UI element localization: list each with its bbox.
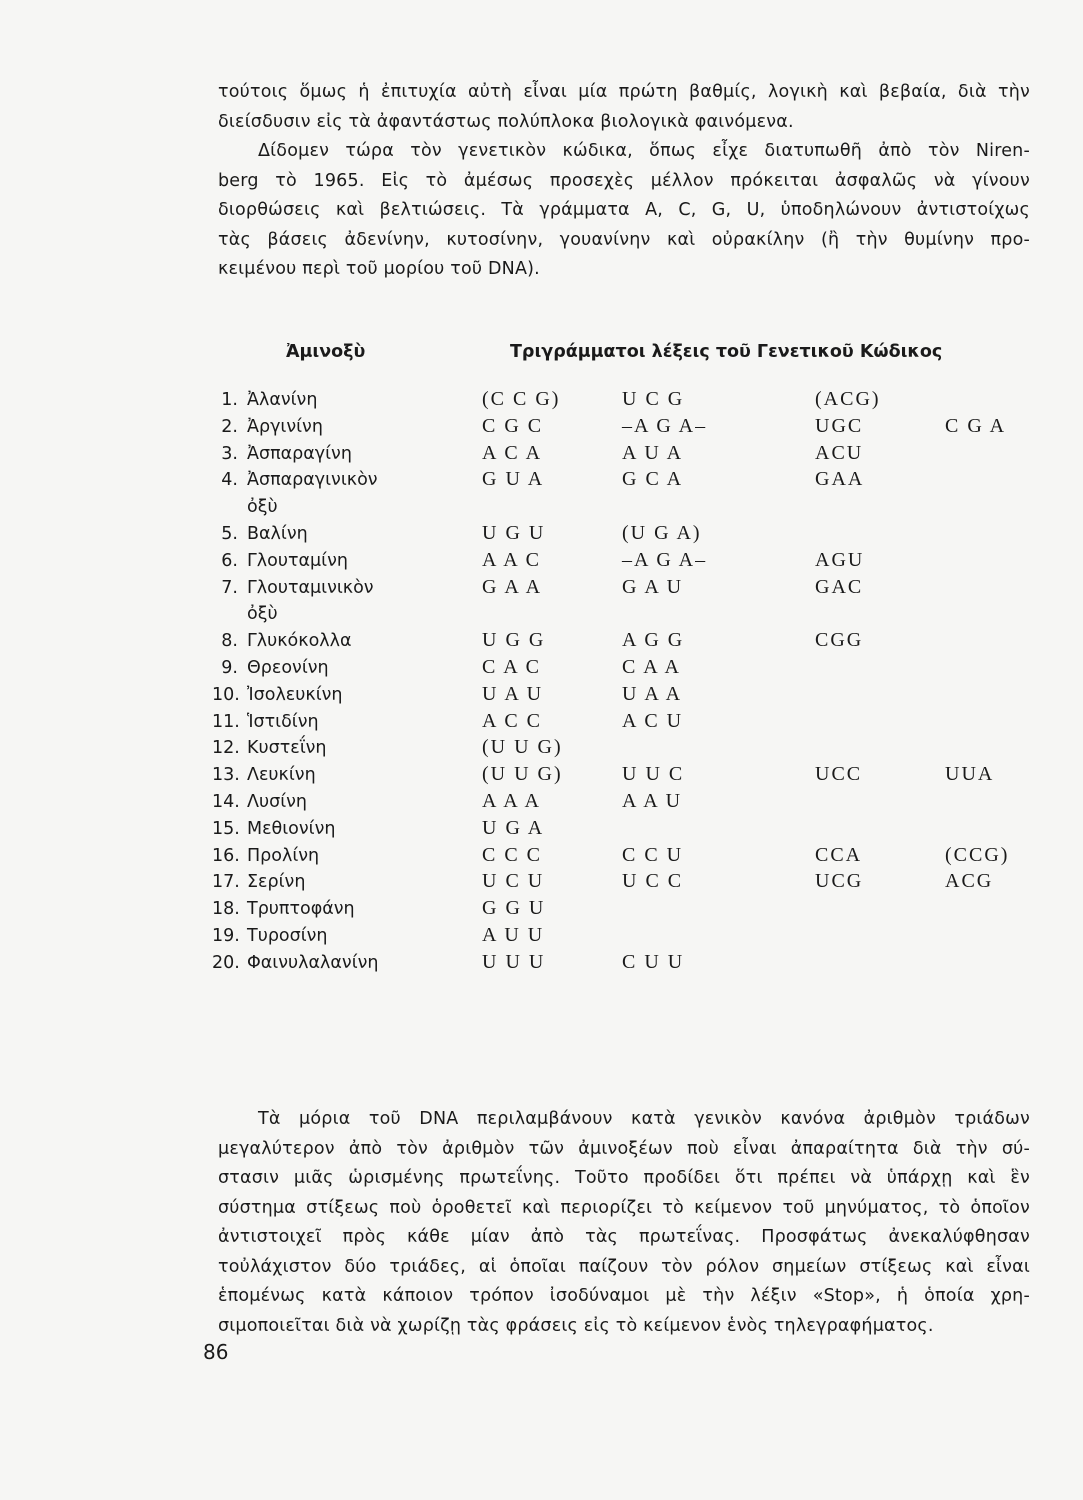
row-number: 16. [212, 845, 240, 866]
codon-1: A A C [482, 548, 541, 571]
text-line: Δίδομεν τώρα τὸν γενετικὸν κώδικα, ὅπως εἶχε διατυπωθῆ ἀπὸ τὸν Niren- [258, 141, 1030, 161]
text-line: τοὐλάχιστον δύο τριάδες, αἱ ὁποῖαι παίζουν τὸν ρόλον σημείων στίξεως καὶ εἶναι [218, 1256, 1030, 1277]
text-line: μεγαλύτερον ἀπὸ τὸν ἀριθμὸν τῶν ἀμινοξέων ποὺ εἶναι ἀπαραίτητα διὰ τὴν σύ- [218, 1138, 1030, 1159]
codon-1: (C C G) [482, 388, 561, 410]
row-number: 1. [221, 390, 238, 410]
codon-1: U U U [482, 950, 546, 973]
codon-1: U A U [482, 682, 544, 705]
text-line: διορθώσεις καὶ βελτιώσεις. Τὰ γράμματα A, C, G, U, ὑποδηλώνουν ἀντιστοίχως [218, 200, 1030, 220]
codon-2: G A U [622, 575, 684, 598]
row-number: 8. [221, 631, 238, 652]
codon-2: A A U [622, 790, 683, 812]
codon-3: ACU [815, 441, 864, 464]
codon-3: CGG [815, 629, 864, 652]
amino-acid-name: Ἀσπαραγινικὸν [247, 470, 378, 491]
text-line: κειμένου περὶ τοῦ μορίου τοῦ DNA). [218, 259, 540, 279]
codon-1: G G U [482, 897, 546, 920]
amino-acid-name: Ἀργινίνη [247, 416, 323, 437]
codon-1: A C C [482, 709, 543, 732]
codon-4: UUA [945, 763, 995, 786]
row-number: 15. [212, 818, 240, 839]
amino-acid-name: Λευκίνη [247, 765, 316, 786]
codon-2: U U C [622, 763, 685, 786]
amino-acid-name: ὀξὺ [247, 497, 278, 518]
codon-1: A U U [482, 924, 545, 946]
codon-3: CCA [815, 843, 863, 866]
text-line: τὰς βάσεις ἀδενίνην, κυτοσίνην, γουανίνην καὶ οὐρακίλην (ἢ τὴν θυμίνην προ- [218, 229, 1030, 250]
row-number: 7. [221, 577, 238, 598]
table-row [0, 470, 1083, 500]
text-line: τούτοις ὅμως ἡ ἐπιτυχία αὐτὴ εἶναι μία πρώτη βαθμίς, λογικὴ καὶ βεβαία, διὰ τὴν [218, 82, 1030, 102]
table-row [0, 765, 1083, 795]
amino-acid-name: Ἰσολευκίνη [247, 684, 343, 705]
codon-1: C G C [482, 414, 544, 437]
amino-acid-name: Θρεονίνη [247, 658, 329, 678]
codon-3: UCC [815, 763, 863, 786]
row-number: 12. [212, 738, 240, 759]
row-number: 5. [221, 524, 238, 544]
codon-3: GAC [815, 575, 864, 598]
amino-acid-name: Ἀλανίνη [247, 390, 318, 410]
text-line: σιμοποιεῖται διὰ νὰ χωρίζῃ τὰς φράσεις εἰς τὸ κείμενον ἑνὸς τηλεγραφήματος. [218, 1315, 934, 1336]
amino-acid-name: Ἱστιδίνη [247, 711, 319, 732]
closing-paragraph [218, 1105, 1030, 1341]
codon-2: –A G A– [622, 548, 708, 571]
amino-acid-name: Γλυκόκολλα [247, 631, 352, 652]
text-line: διείσδυσιν εἰς τὰ ἀφαντάστως πολύπλοκα βιολογικὰ φαινόμενα. [218, 111, 794, 132]
amino-acid-name: Προλίνη [247, 845, 320, 866]
codon-4: C G A [945, 414, 1007, 437]
row-number: 10. [212, 684, 240, 705]
row-number: 20. [212, 952, 240, 973]
codon-2: –A G A– [622, 414, 708, 437]
codon-1: G U A [482, 468, 545, 491]
amino-acid-name: Γλουταμίνη [247, 550, 348, 571]
codon-2: C A A [622, 656, 681, 678]
codon-1: G A A [482, 575, 543, 598]
codon-3: GAA [815, 468, 865, 491]
text-line: berg τὸ 1965. Εἰς τὸ ἀμέσως προσεχὲς μέλλον πρόκειται ἀσφαλῶς νὰ γίνουν [218, 170, 1030, 191]
codon-2: A U A [622, 441, 684, 464]
amino-acid-name: Σερίνη [247, 872, 306, 893]
codon-2: U C G [622, 388, 685, 410]
codon-1: A C A [482, 441, 543, 464]
row-number: 3. [221, 443, 238, 464]
amino-acid-name: Ἀσπαραγίνη [247, 443, 352, 464]
codon-1: A A A [482, 790, 541, 812]
row-number: 2. [221, 416, 238, 437]
codon-1: C A C [482, 656, 541, 678]
codon-1: U G U [482, 522, 546, 544]
row-number: 4. [221, 470, 238, 491]
table-row [0, 575, 1083, 608]
codon-1: U G A [482, 816, 545, 839]
codon-3: UCG [815, 870, 864, 893]
codon-2: G C A [622, 468, 684, 491]
text-line: σύστημα στίξεως ποὺ ὁροθετεῖ καὶ περιορίζει τὸ κείμενον τοῦ μηνύματος, τὸ ὁποῖον [218, 1197, 1030, 1218]
codon-1: U C U [482, 870, 545, 893]
codon-3: AGU [815, 548, 865, 571]
row-number: 14. [212, 792, 240, 812]
codon-1: (U U G) [482, 763, 563, 786]
row-number: 18. [212, 899, 240, 920]
codon-3: UGC [815, 414, 864, 437]
amino-acid-name: Βαλίνη [247, 524, 308, 544]
codon-3: (ACG) [815, 388, 881, 410]
amino-acid-name: Γλουταμινικὸν [247, 577, 374, 598]
codon-4: (CCG) [945, 843, 1010, 866]
codon-2: C C U [622, 843, 684, 866]
text-line: Τὰ μόρια τοῦ DNA περιλαμβάνουν κατὰ γενικὸν κανόνα ἀριθμὸν τριάδων [258, 1109, 1030, 1129]
amino-acid-name: Κυστεΐνη [247, 738, 327, 759]
intro-paragraph [218, 78, 1030, 285]
table-header-amino-acid: Ἀμινοξὺ [286, 342, 366, 362]
row-number: 13. [212, 765, 240, 786]
table-row [0, 524, 1083, 554]
amino-acid-name: Τρυπτοφάνη [247, 899, 355, 920]
text-line: στασιν μιᾶς ὡρισμένης πρωτεΐνης. Τοῦτο προδίδει ὅτι πρέπει νὰ ὑπάρχῃ καὶ ἓν [218, 1168, 1030, 1188]
codon-2: U A A [622, 682, 683, 705]
amino-acid-name: Τυροσίνη [247, 926, 328, 946]
codon-2: A C U [622, 709, 684, 732]
row-number: 11. [212, 711, 240, 732]
row-number: 17. [212, 872, 240, 893]
row-number: 6. [221, 550, 238, 571]
amino-acid-name: Φαινυλαλανίνη [247, 952, 379, 973]
text-line: ἑπομένως κατὰ κάποιον τρόπον ἰσοδύναμοι μὲ τὴν λέξιν «Stop», ἡ ὁποία χρη- [218, 1286, 1030, 1306]
codon-1: (U U G) [482, 736, 563, 759]
row-number: 19. [212, 926, 240, 946]
codon-2: A G G [622, 629, 685, 652]
text-line: ἀντιστοιχεῖ πρὸς κάθε μίαν ἀπὸ τὰς πρωτεΐνας. Προσφάτως ἀνεκαλύφθησαν [218, 1227, 1030, 1247]
table-header-codons: Τριγράμματοι λέξεις τοῦ Γενετικοῦ Κώδικος [510, 342, 943, 362]
codon-2: U C C [622, 870, 684, 893]
codon-1: U G G [482, 629, 546, 652]
row-number: 9. [221, 658, 238, 678]
codon-2: C U U [622, 950, 685, 973]
table-row [0, 950, 1083, 983]
codon-2: (U G A) [622, 522, 702, 544]
amino-acid-name: Λυσίνη [247, 792, 307, 812]
amino-acid-name: ὀξὺ [247, 604, 278, 625]
page-number: 86 [203, 1340, 229, 1364]
table-row [0, 631, 1083, 661]
amino-acid-name: Μεθιονίνη [247, 818, 336, 839]
codon-1: C C C [482, 843, 543, 866]
codon-4: ACG [945, 870, 994, 893]
